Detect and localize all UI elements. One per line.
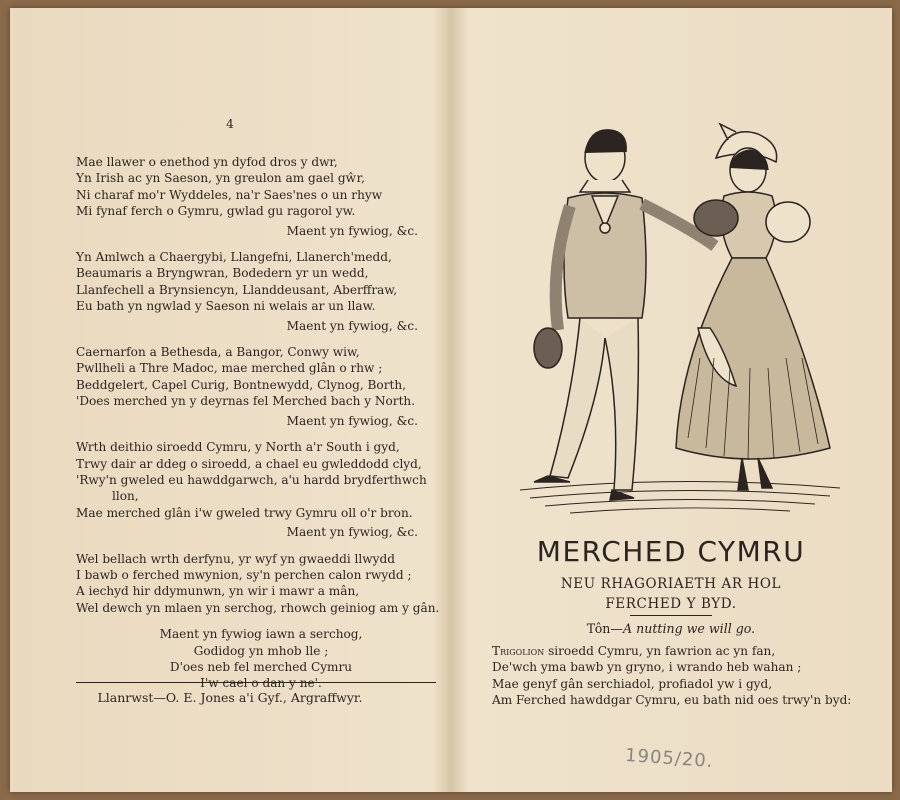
verse-line: llon, xyxy=(112,489,139,504)
verse-line: A iechyd hir ddymunwn, yn wir i mawr a mân, xyxy=(76,584,360,599)
refrain: Maent yn fywiog, &c. xyxy=(286,318,418,333)
page-number: 4 xyxy=(226,117,234,131)
printer-imprint: Llanrwst—O. E. Jones a'i Gyf., Argraffwyr. xyxy=(97,690,363,705)
tune-line xyxy=(450,621,892,636)
tune-name: A nutting we will go. xyxy=(623,621,756,636)
right-page xyxy=(450,8,892,792)
verse-line: Mi fynaf ferch o Gymru, gwlad gu ragorol yw. xyxy=(76,204,356,219)
refrain: Maent yn fywiog, &c. xyxy=(286,525,418,540)
drop-word: Trigolion xyxy=(492,644,545,658)
verse-line: I bawb o ferched mwynion, sy'n perchen calon rwydd ; xyxy=(76,567,412,582)
tune-label: Tôn— xyxy=(586,621,623,636)
verse-1 xyxy=(76,154,436,239)
opening-stanza xyxy=(492,643,884,709)
refrain: Maent yn fywiog, &c. xyxy=(286,413,418,428)
chorus-line: Godidog yn mhob lle ; xyxy=(193,643,329,658)
verse-line: Beaumaris a Bryngwran, Bodedern yr un wedd, xyxy=(76,266,369,281)
couple-dancing-illustration xyxy=(510,118,850,538)
verse-line: Caernarfon a Bethesda, a Bangor, Conwy wiw, xyxy=(76,345,360,360)
chorus-line: D'oes neb fel merched Cymru xyxy=(169,659,353,674)
chorus-line: Maent yn fywiog iawn a serchog, xyxy=(159,627,363,642)
verse-line: 'Does merched yn y deyrnas fel Merched bach y North. xyxy=(76,394,416,409)
verse-5 xyxy=(76,551,440,617)
pamphlet-title: MERCHED CYMRU xyxy=(536,535,806,568)
verse-line: Mae llawer o enethod yn dyfod dros y dwr, xyxy=(76,155,338,169)
title-rule xyxy=(630,615,712,616)
woman-figure xyxy=(676,124,830,490)
subtitle-line: FERCHED Y BYD. xyxy=(605,596,737,612)
verse-4 xyxy=(76,439,436,540)
verse-2 xyxy=(76,249,436,334)
ground-shading xyxy=(520,481,840,513)
verse-line: Pwllheli a Thre Madoc, mae merched glân o rhw ; xyxy=(76,361,383,376)
verse-line: 'Rwy'n gweled eu hawddgarwch, a'u hardd brydferthwch xyxy=(76,472,427,487)
pamphlet-subtitle xyxy=(450,574,892,614)
verse-line: Trwy dair ar ddeg o siroedd, a chael eu gwleddodd clyd, xyxy=(76,456,422,471)
verse-line: Mae merched glân i'w gweled trwy Gymru oll o'r bron. xyxy=(76,505,413,520)
verse-line: Yn Amlwch a Chaergybi, Llangefni, Llanerch'medd, xyxy=(76,250,392,265)
verse-line: Yn Irish ac yn Saeson, yn greulon am gael gŵr, xyxy=(76,171,365,186)
verse-line: Wrth deithio siroedd Cymru, y North a'r South i gyd, xyxy=(76,440,400,455)
verse-3 xyxy=(76,344,436,429)
imprint-rule-top xyxy=(76,682,436,683)
verse-line: Ni charaf mo'r Wyddeles, na'r Saes'nes o un rhyw xyxy=(76,187,383,202)
pamphlet-sheet xyxy=(10,8,892,792)
left-page xyxy=(10,8,450,792)
verse-line xyxy=(492,643,884,659)
refrain: Maent yn fywiog, &c. xyxy=(286,223,418,238)
verse-line: De'wch yma bawb yn gryno, i wrando heb wahan ; xyxy=(492,660,802,675)
verses xyxy=(76,154,440,692)
subtitle-line: NEU RHAGORIAETH AR HOL xyxy=(560,576,782,592)
verse-line: Mae genyf gân serchiadol, profiadol yw i gyd, xyxy=(492,676,773,691)
verse-line: Wel dewch yn mlaen yn serchog, rhowch geiniog am y gân. xyxy=(76,600,440,615)
verse-line: Wel bellach wrth derfynu, yr wyf yn gwaeddi llwydd xyxy=(76,551,395,566)
verse-line: Llanfechell a Brynsiencyn, Llanddeusant, Aberffraw, xyxy=(76,282,398,297)
chorus-line: I'w cael o dan y ne'. xyxy=(200,676,322,691)
verse-line: Am Ferched hawddgar Cymru, eu bath nid oes trwy'n byd: xyxy=(492,693,852,708)
verse-line: Eu bath yn ngwlad y Saeson ni welais ar un llaw. xyxy=(76,299,376,314)
verse-line: Beddgelert, Capel Curig, Bontnewydd, Clynog, Borth, xyxy=(76,377,406,392)
pencil-annotation: 1905/20. xyxy=(624,744,715,773)
verse-line-rest: siroedd Cymru, yn fawrion ac yn fan, xyxy=(544,644,776,658)
